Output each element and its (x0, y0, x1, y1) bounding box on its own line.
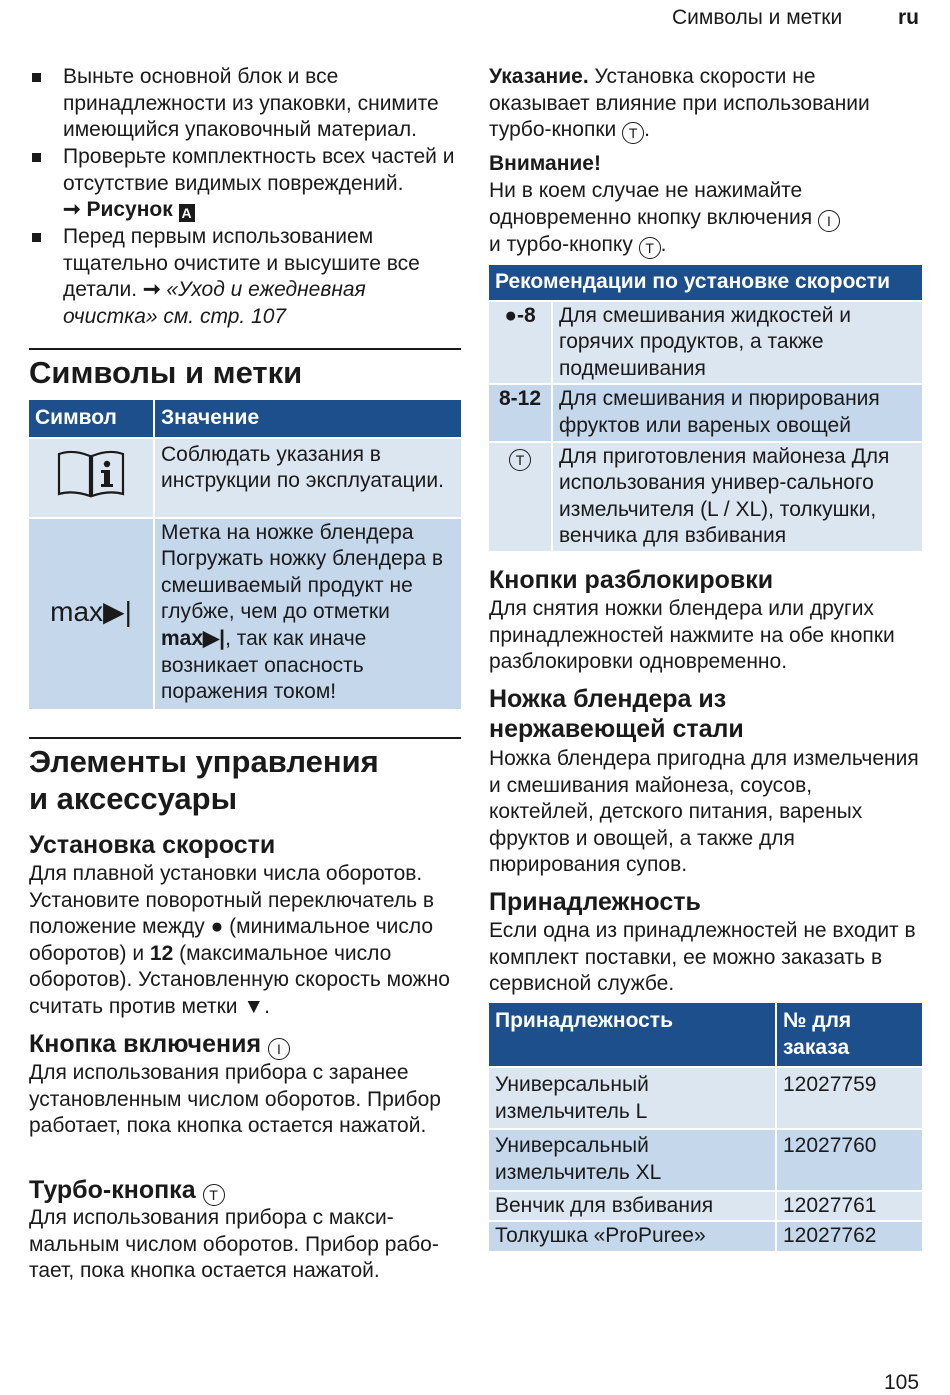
speed-cell: 8-12 (489, 385, 551, 440)
section-heading-symbols: Символы и метки (29, 355, 303, 390)
unlock-paragraph: Для снятия ножки блендера или других принадлежностей нажмите на обе кнопки разблокировки одновременно. (489, 597, 895, 674)
note-label: Указание. (489, 65, 589, 88)
power-button-icon: I (268, 1038, 290, 1060)
meaning-cell: Соблюдать указания в инструкции по эксплуатации. (155, 439, 461, 517)
controls-heading-line2: и аксессуары (29, 781, 238, 816)
speed-cell: ●-8 (489, 302, 551, 384)
leg-heading-line1: Ножка блендера из (489, 685, 727, 713)
turbo-button-icon: T (203, 1184, 225, 1206)
accessory-name-cell: Универсальный измельчитель XL (489, 1130, 775, 1189)
speed-desc-cell: Для приготовления майонеза Для использования универ-сального измельчителя (L / XL), толкушки, венчика для взбивания (553, 443, 922, 551)
figure-a-icon: A (179, 204, 195, 222)
turbo-heading (29, 1175, 225, 1206)
max-mark-text-b: , так как иначе возникает опасность поражения током! (161, 626, 367, 704)
leg-heading-line2: нержавеющей стали (489, 715, 744, 743)
bullet-square-icon (32, 233, 41, 242)
section-heading-controls (29, 743, 379, 817)
accessory-table (487, 1001, 924, 1253)
list-item (29, 224, 461, 330)
speed-heading: Установка скорости (29, 831, 276, 859)
turbo-heading-text: Турбо-кнопка (29, 1176, 196, 1204)
prep-bullet-list (29, 64, 461, 330)
power-heading-text: Кнопка включения (29, 1030, 262, 1058)
speed-recommendation-table (487, 263, 924, 553)
max-mark-inline: max▶| (161, 626, 226, 650)
col-symbol-header: Символ (29, 400, 153, 437)
figure-ref-label: Рисунок (86, 198, 173, 222)
speed-desc-cell: Для смешивания и пюрирования фруктов или вареных овощей (553, 385, 922, 440)
list-item (29, 64, 461, 144)
speed-max-value: 12 (149, 941, 174, 965)
page-header-title: Символы и метки (672, 6, 843, 29)
turbo-paragraph: Для использования прибора с макси-мальным числом оборотов. Прибор рабо-тает, пока кнопка остается нажатой. (29, 1206, 439, 1283)
section-divider (29, 348, 461, 350)
max-mark-symbol: max▶| (50, 595, 132, 627)
unlock-heading: Кнопки разблокировки (489, 566, 774, 594)
warning-end: . (660, 232, 667, 256)
speed-text-b: (максимальное число оборотов). Установленную скорость можно считать против метки ▼. (29, 941, 450, 1018)
speed-text-a: Для плавной установки числа оборотов. Установите поворотный переключатель в положение между ● (минимальное число оборотов) и (29, 862, 435, 965)
accessory-name-cell: Универсальный измельчитель L (489, 1068, 775, 1128)
accessory-heading: Принадлежность (489, 888, 701, 916)
bullet-text: Выньте основной блок и все принадлежности из упаковки, снимите имеющийся упаковочный материал. (63, 65, 439, 142)
col-order-number-header: № для заказа (777, 1003, 922, 1066)
note-text: Установка скорости не оказывает влияние при использовании турбо-кнопки (489, 65, 870, 142)
power-paragraph: Для использования прибора с заранее установленным числом оборотов. Прибор работает, пока кнопка остается нажатой. (29, 1061, 441, 1138)
speed-cell (489, 443, 551, 551)
book-info-icon (55, 482, 127, 505)
warning-heading: Внимание! (489, 152, 601, 175)
turbo-button-icon: T (622, 122, 644, 144)
col-meaning-header: Значение (155, 400, 461, 437)
speed-desc-cell: Для смешивания жидкостей и горячих продуктов, а также подмешивания (553, 302, 922, 384)
order-number-cell: 12027761 (777, 1192, 922, 1221)
symbols-table (27, 398, 463, 711)
section-divider (29, 737, 461, 739)
turbo-button-icon: T (639, 237, 661, 259)
blender-leg-heading (489, 684, 744, 744)
symbol-cell (29, 439, 153, 517)
accessory-name-cell: Венчик для взбивания (489, 1192, 775, 1221)
meaning-cell (155, 519, 461, 709)
col-accessory-header: Принадлежность (489, 1003, 775, 1066)
max-mark-title: Метка на ножке блендера (161, 520, 414, 544)
order-number-cell: 12027760 (777, 1130, 922, 1189)
note-end: . (644, 118, 650, 142)
bullet-square-icon (32, 153, 41, 162)
arrow-right-icon: ➞ (142, 278, 161, 302)
turbo-button-icon: T (509, 449, 531, 471)
bullet-text: Перед первым использованием тщательно очистите и высушите все детали. (63, 225, 420, 302)
accessory-paragraph: Если одна из принадлежностей не входит в комплект поставки, ее можно заказать в сервисной службе. (489, 919, 916, 996)
accessory-name-cell: Толкушка «ProPuree» (489, 1222, 775, 1251)
page-ref-link[interactable]: «Уход и ежедневная очистка» см. стр. 107 (63, 278, 366, 328)
speed-paragraph (29, 861, 461, 1021)
power-button-icon: I (818, 210, 840, 232)
power-heading (29, 1029, 290, 1060)
order-number-cell: 12027759 (777, 1068, 922, 1128)
blender-leg-paragraph: Ножка блендера пригодна для измельчения и смешивания майонеза, соусов, коктейлей, детского питания, вареных фруктов и овощей, а также для пюрирования супов. (489, 747, 919, 877)
controls-heading-line1: Элементы управления (29, 744, 379, 779)
warning-text-b: и турбо-кнопку (489, 232, 633, 256)
note-paragraph (489, 64, 922, 144)
speed-table-title: Рекомендации по установке скорости (489, 265, 922, 300)
warning-paragraph (489, 178, 922, 259)
max-mark-text-a: Погружать ножку блендера в смешиваемый продукт не глубже, чем до отметки (161, 547, 444, 624)
list-item (29, 144, 461, 224)
bullet-text: Проверьте комплектность всех частей и отсутствие видимых повреждений. (63, 145, 455, 195)
symbol-cell (29, 519, 153, 709)
bullet-square-icon (32, 73, 41, 82)
arrow-right-icon: ➞ (63, 198, 81, 222)
order-number-cell: 12027762 (777, 1222, 922, 1251)
page-number: 105 (884, 1371, 920, 1394)
warning-text-a: Ни в коем случае не нажимайте одновременно кнопку включения (489, 179, 813, 229)
page-header-lang: ru (898, 6, 919, 29)
